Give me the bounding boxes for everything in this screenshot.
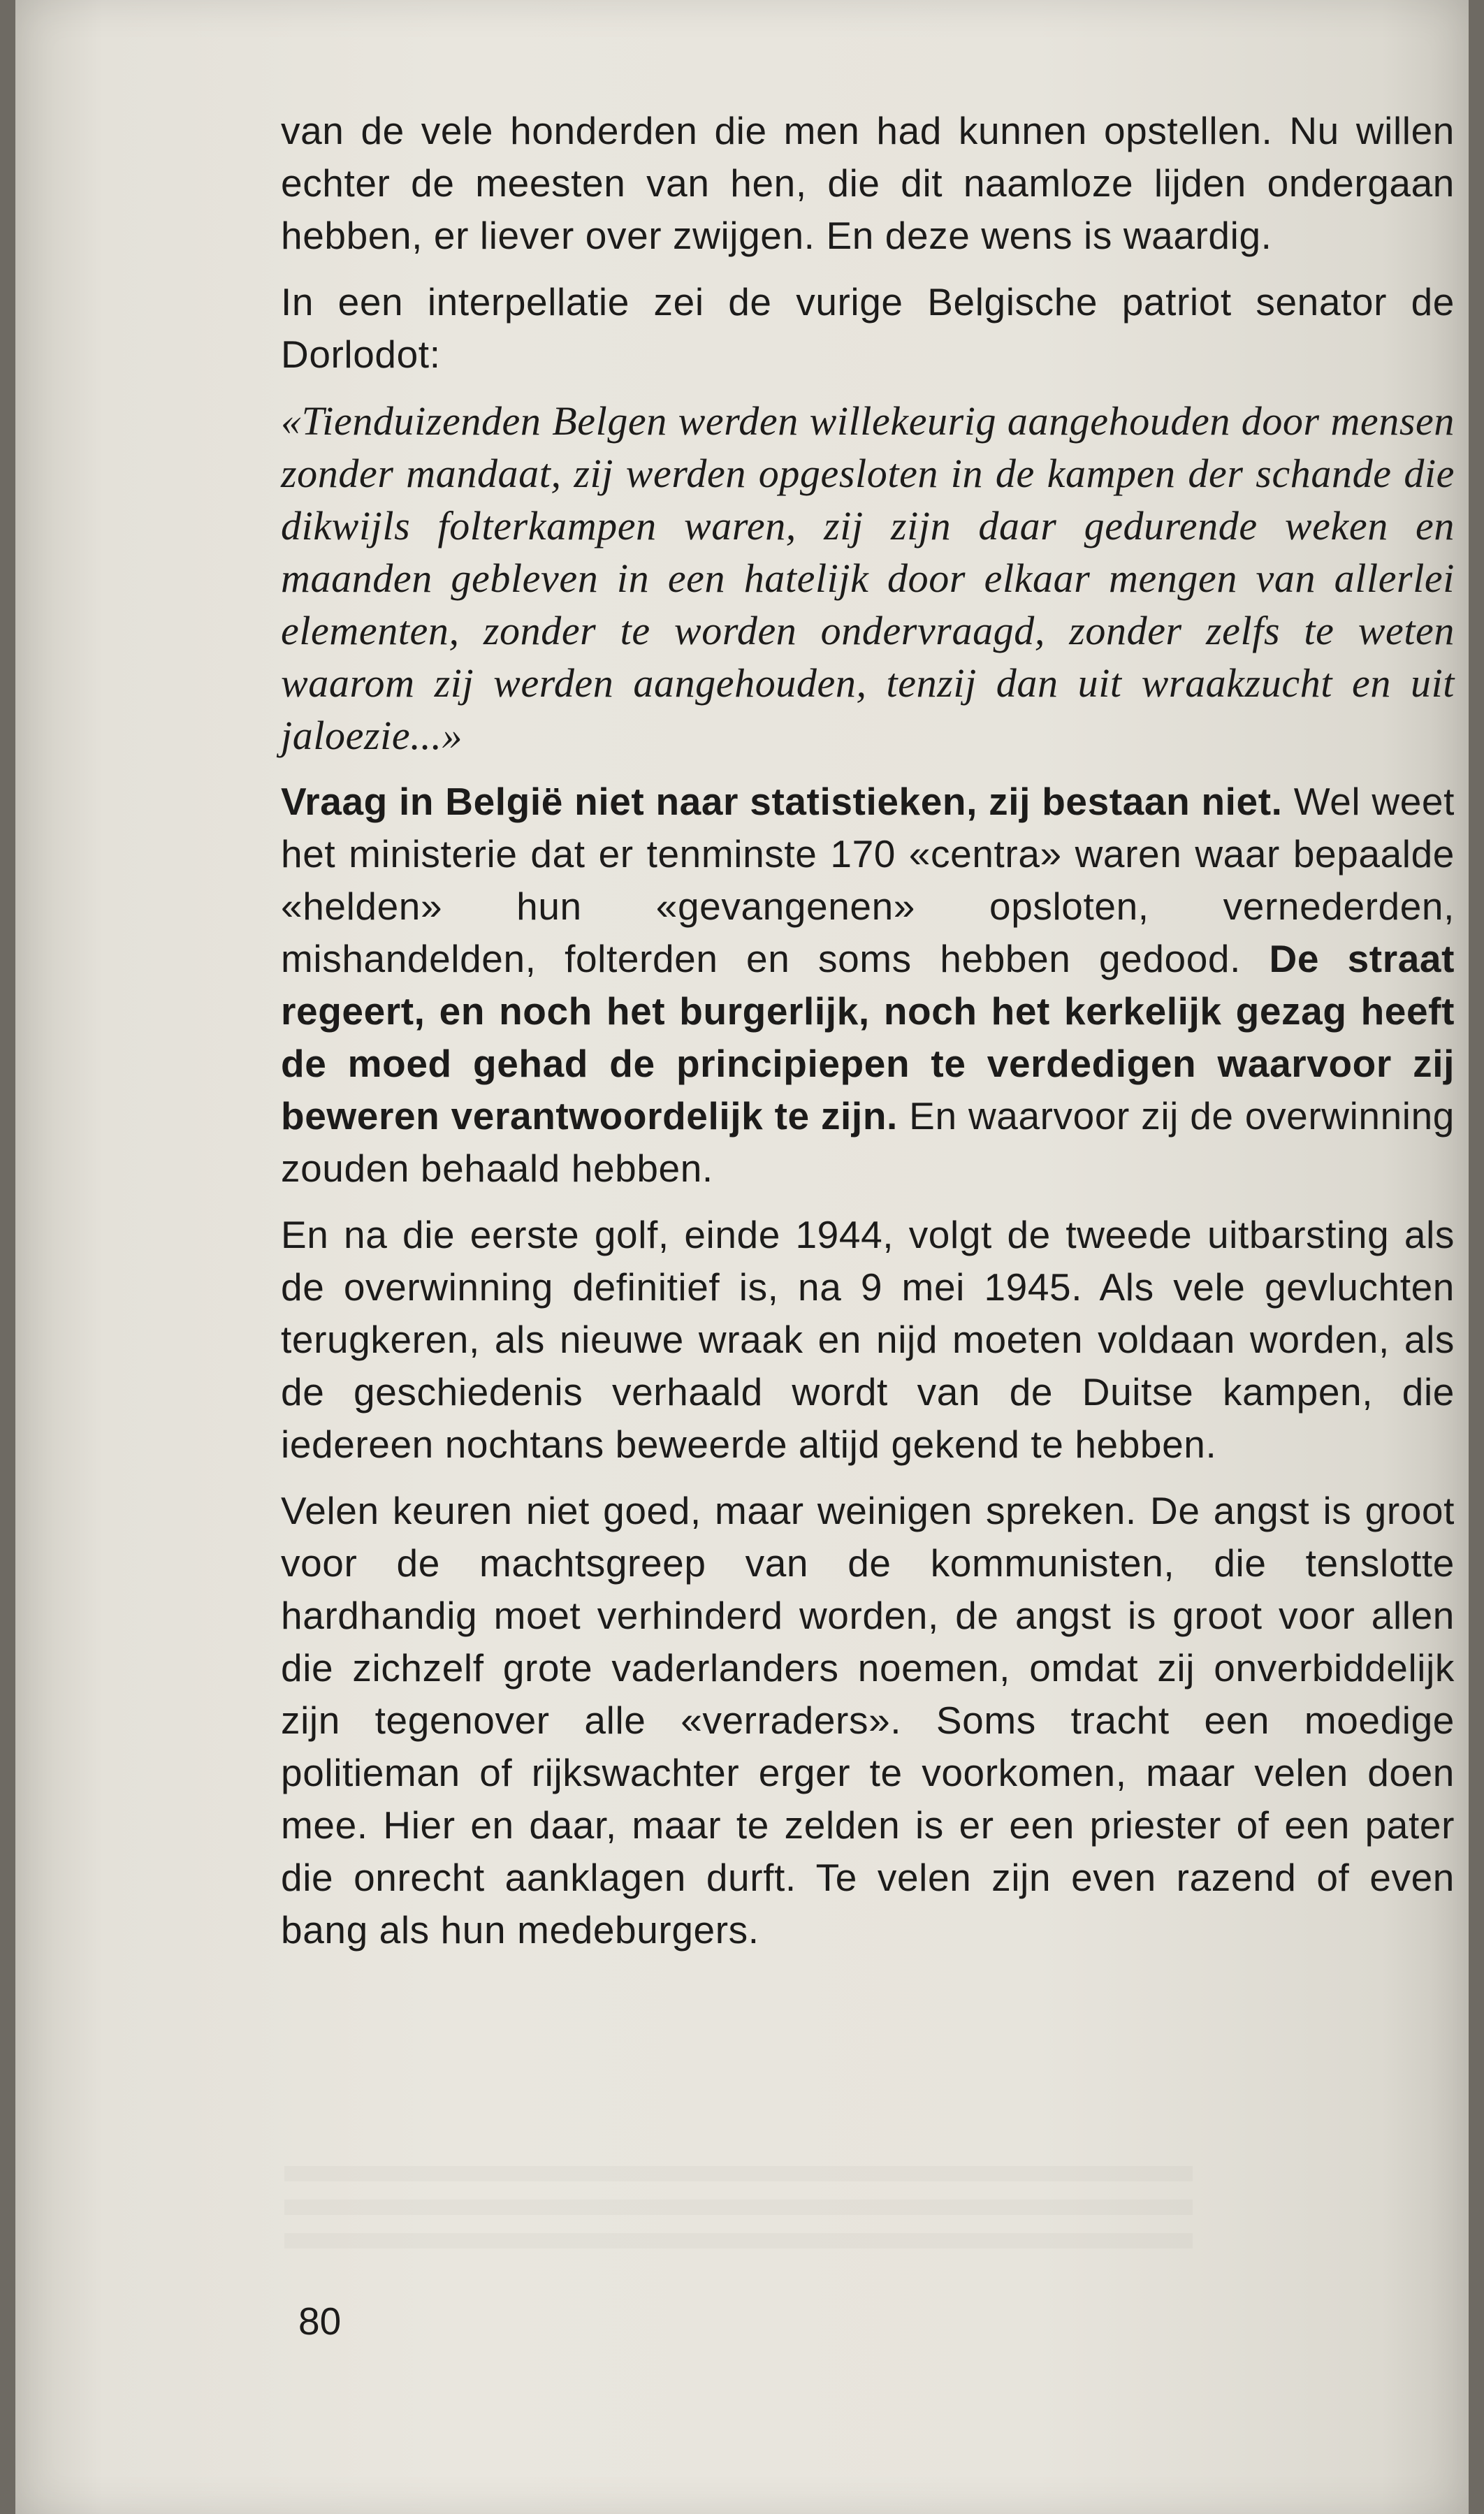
paragraph-3-text: Wel weet het ministerie dat er tenminste 170 «centra» waren waar bepaalde «helden» hun «gevangenen» opsloten, vernederden, mishandelden, folterden en soms hebben gedood. (281, 780, 1455, 980)
paragraph-3-bold-middle: De straat regeert, en noch het burgerlijk, noch het kerkelijk gezag heeft de moed gehad de principiepen te verdedigen waarvoor zij beweren verantwoordelijk te zijn. (281, 937, 1455, 1138)
paragraph-3-end: En waarvoor zij de overwinning zouden behaald hebben. (281, 1094, 1455, 1190)
paragraph-3-bold-start: Vraag in België niet naar statistieken, zij bestaan niet. (281, 780, 1283, 823)
book-page (15, 0, 1469, 2514)
paragraph-5: Velen keuren niet goed, maar weinigen spreken. De angst is groot voor de machtsgreep van de kommunisten, die tenslotte hardhandig moet verhinderd worden, de angst is groot voor allen die zichzelf grote vaderlanders noemen, omdat zij onverbiddelijk zijn tegenover alle «verraders». Soms tracht een moedige politieman of rijkswachter erger te voorkomen, maar velen doen mee. Hier en daar, maar te zelden is er een priester of een pater die onrecht aanklagen durft. Te velen zijn even razend of even bang als hun medeburgers. (281, 1489, 1455, 1952)
bleed-through-text (284, 2166, 1193, 2250)
paragraph-1: van de vele honderden die men had kunnen opstellen. Nu willen echter de meesten van hen, die dit naamloze lijden ondergaan hebben, er liever over zwijgen. En deze wens is waardig. (281, 109, 1455, 257)
paragraph-4: En na die eerste golf, einde 1944, volgt de tweede uitbarsting als de overwinning definitief is, na 9 mei 1945. Als vele gevluchten terugkeren, als nieuwe wraak en nijd moeten voldaan worden, als de geschiedenis verhaald wordt van de Duitse kampen, die iedereen nochtans beweerde altijd gekend te hebben. (281, 1213, 1455, 1466)
page-text-block (281, 105, 1455, 1970)
paragraph-2: In een interpellatie zei de vurige Belgische patriot senator de Dorlodot: (281, 280, 1455, 376)
page-number: 80 (298, 2299, 342, 2343)
quotation: «Tienduizenden Belgen werden willekeurig aangehouden door mensen zonder mandaat, zij werden opgesloten in de kampen der schande die dikwijls folterkampen waren, zij zijn daar gedurende weken en maanden gebleven in een hatelijk door elkaar mengen van allerlei elementen, zonder te worden ondervraagd, zonder zelfs te weten waarom zij werden aangehouden, tenzij dan uit wraakzucht en uit jaloezie...» (281, 398, 1455, 758)
paragraph-3 (281, 776, 1455, 1195)
